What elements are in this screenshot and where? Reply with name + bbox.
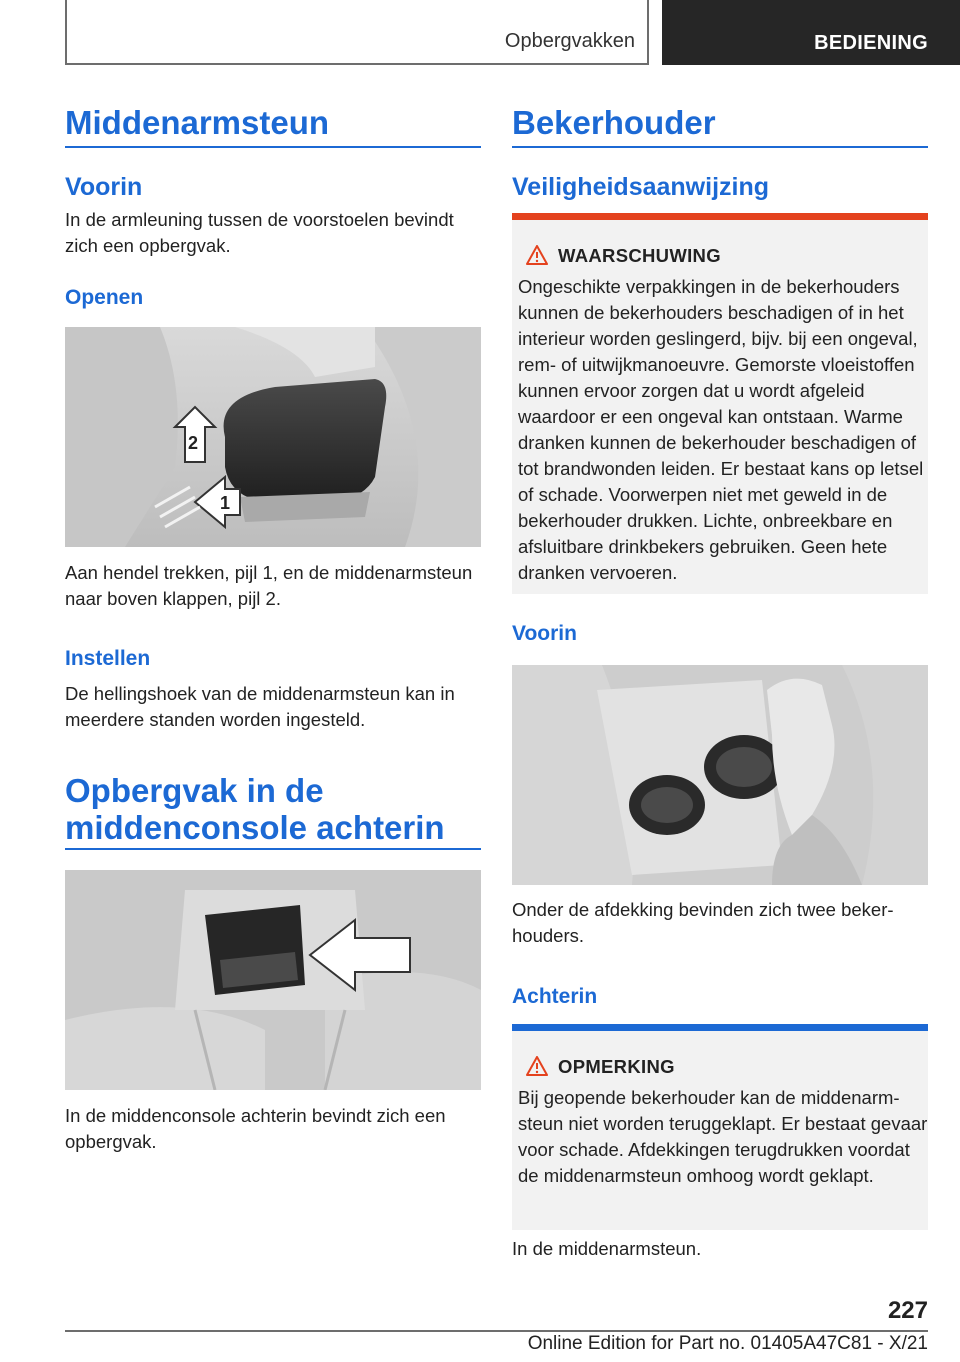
heading-opbergvak: Opbergvak in de middenconsole achterin (65, 772, 445, 846)
header-right-border (647, 0, 649, 65)
paragraph-instellen: De hellingshoek van de middenarmsteun kan in meerdere standen worden ingesteld. (65, 683, 455, 730)
heading-openen: Openen (65, 286, 144, 309)
paragraph-opbergvak: In de middenconsole achterin bevindt zich een opbergvak. (65, 1105, 446, 1152)
warning-box (512, 213, 928, 594)
paragraph-openen: Aan hendel trekken, pijl 1, en de middenarmsteun naar boven klappen, pijl 2. (65, 562, 473, 609)
note-triangle-icon (526, 1056, 548, 1076)
heading-middenarmsteun: Middenarmsteun (65, 104, 330, 141)
header-left-border (65, 0, 67, 65)
header-rule (65, 63, 649, 65)
rear-console-photo (65, 870, 481, 1090)
warning-body: Ongeschikte verpakkingen in de bekerhouders kunnen de bekerhouders beschadigen of in het interieur worden geslingerd, bijv. bij een ongeval, rem- of uitwijkmanoeuvre. Gemorste vloeistoffen kunnen ervoor zorgen dat u wordt afgeleid waardoor er een ongeval kan ontstaan. Warme dranken kunnen de bekerhouder beschadigen of tot brandwonden leiden. Er bestaat kans op letsel of schade. Voorwerpen niet met geweld in de bekerhouder drukken. Lichte, onbreekbare en afsluitbare drinkbekers gebruiken. Geen hete dranken vervoeren. (518, 276, 924, 583)
header-section-title: Opbergvakken (504, 30, 635, 52)
heading-voorin-beker: Voorin (512, 622, 577, 645)
heading-instellen: Instellen (65, 647, 151, 670)
heading-rule (512, 146, 928, 148)
heading-bekerhouder: Bekerhouder (512, 104, 716, 141)
page-number: 227 (887, 1297, 928, 1324)
header-chapter-tab (662, 0, 960, 65)
heading-veiligheidsaanwijzing: Veiligheidsaanwijzing (512, 173, 770, 201)
warning-title: WAARSCHUWING (558, 245, 721, 266)
footer-rule (65, 1330, 928, 1332)
note-box (512, 1024, 928, 1230)
note-title: OPMERKING (558, 1056, 675, 1077)
heading-achterin: Achterin (512, 985, 598, 1008)
arrow-label-1: 1 (220, 493, 231, 513)
footer-edition: Online Edition for Part no. 01405A47C81 - X/21 (527, 1333, 928, 1354)
paragraph-voorin-beker: Onder de afdekking bevinden zich twee bekerhouders. (512, 899, 894, 946)
heading-voorin: Voorin (65, 173, 143, 201)
heading-rule (65, 146, 481, 148)
paragraph-achterin: In de middenarmsteun. (512, 1238, 702, 1259)
front-cupholder-photo (512, 665, 928, 885)
rear-console-illustration (65, 870, 481, 1090)
armrest-illustration (65, 327, 481, 547)
armrest-photo (65, 327, 481, 547)
arrow-label-2: 2 (188, 433, 199, 453)
warning-triangle-icon (526, 245, 548, 265)
paragraph-voorin: In de armleuning tussen de voorstoelen bevindt zich een opbergvak. (65, 209, 454, 256)
note-body: Bij geopende bekerhouder kan de middenarmsteun niet worden teruggeklapt. Er bestaat gevaar voor schade. Afdekkingen terugdrukken voordat de middenarmsteun omhoog wordt geklapt. (518, 1087, 928, 1186)
front-cupholder-illustration (512, 665, 928, 885)
heading-rule (65, 848, 481, 850)
header-chapter-label: BEDIENING (814, 32, 928, 54)
